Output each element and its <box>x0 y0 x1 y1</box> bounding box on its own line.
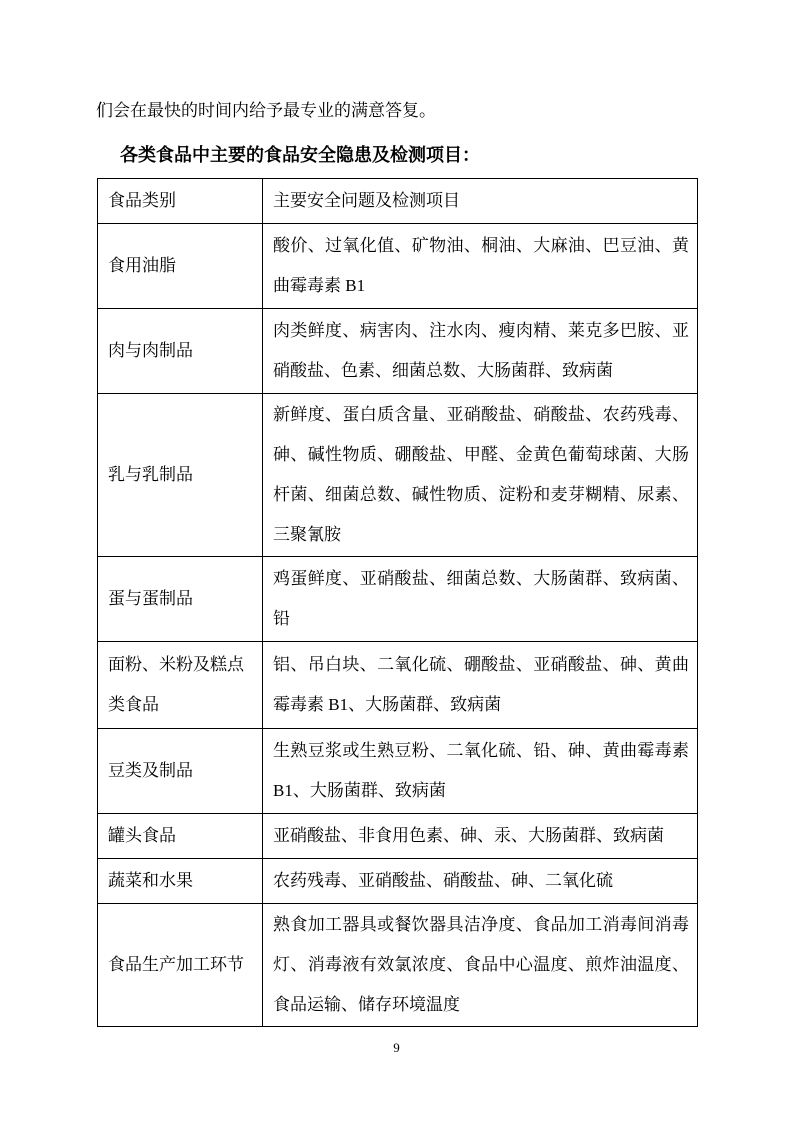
category-cell: 蔬菜和水果 <box>98 859 263 904</box>
category-cell: 食用油脂 <box>98 224 263 309</box>
items-cell: 肉类鲜度、病害肉、注水肉、瘦肉精、莱克多巴胺、亚硝酸盐、色素、细菌总数、大肠菌群、致病菌 <box>263 309 698 394</box>
table-row <box>98 557 698 642</box>
category-cell: 豆类及制品 <box>98 729 263 814</box>
category-cell: 肉与肉制品 <box>98 309 263 394</box>
table-row <box>98 729 698 814</box>
items-cell: 农药残毒、亚硝酸盐、硝酸盐、砷、二氧化硫 <box>263 859 698 904</box>
category-cell: 罐头食品 <box>98 814 263 859</box>
table-row <box>98 224 698 309</box>
food-safety-table <box>97 178 698 1027</box>
page-number: 9 <box>393 1040 400 1055</box>
items-cell: 新鲜度、蛋白质含量、亚硝酸盐、硝酸盐、农药残毒、砷、碱性物质、硼酸盐、甲醛、金黄色葡萄球菌、大肠杆菌、细菌总数、碱性物质、淀粉和麦芽糊精、尿素、三聚氰胺 <box>263 394 698 557</box>
category-cell: 面粉、米粉及糕点类食品 <box>98 642 263 729</box>
category-cell: 蛋与蛋制品 <box>98 557 263 642</box>
table-row <box>98 394 698 557</box>
items-cell: 酸价、过氧化值、矿物油、桐油、大麻油、巴豆油、黄曲霉毒素 B1 <box>263 224 698 309</box>
intro-paragraph: 们会在最快的时间内给予最专业的满意答复。 <box>96 101 436 120</box>
table-header-row <box>98 179 698 224</box>
items-cell: 鸡蛋鲜度、亚硝酸盐、细菌总数、大肠菌群、致病菌、铅 <box>263 557 698 642</box>
items-cell: 生熟豆浆或生熟豆粉、二氧化硫、铅、砷、黄曲霉毒素 B1、大肠菌群、致病菌 <box>263 729 698 814</box>
table-row <box>98 642 698 729</box>
category-cell: 食品生产加工环节 <box>98 904 263 1027</box>
section-heading: 各类食品中主要的食品安全隐患及检测项目： <box>120 145 480 165</box>
category-cell: 乳与乳制品 <box>98 394 263 557</box>
header-cell-items: 主要安全问题及检测项目 <box>263 179 698 224</box>
table-row <box>98 859 698 904</box>
table-row <box>98 814 698 859</box>
items-cell: 亚硝酸盐、非食用色素、砷、汞、大肠菌群、致病菌 <box>263 814 698 859</box>
header-cell-category: 食品类别 <box>98 179 263 224</box>
table-row <box>98 309 698 394</box>
items-cell: 熟食加工器具或餐饮器具洁净度、食品加工消毒间消毒灯、消毒液有效氯浓度、食品中心温度、煎炸油温度、食品运输、储存环境温度 <box>263 904 698 1027</box>
items-cell: 铝、吊白块、二氧化硫、硼酸盐、亚硝酸盐、砷、黄曲霉毒素 B1、大肠菌群、致病菌 <box>263 642 698 729</box>
table-row <box>98 904 698 1027</box>
